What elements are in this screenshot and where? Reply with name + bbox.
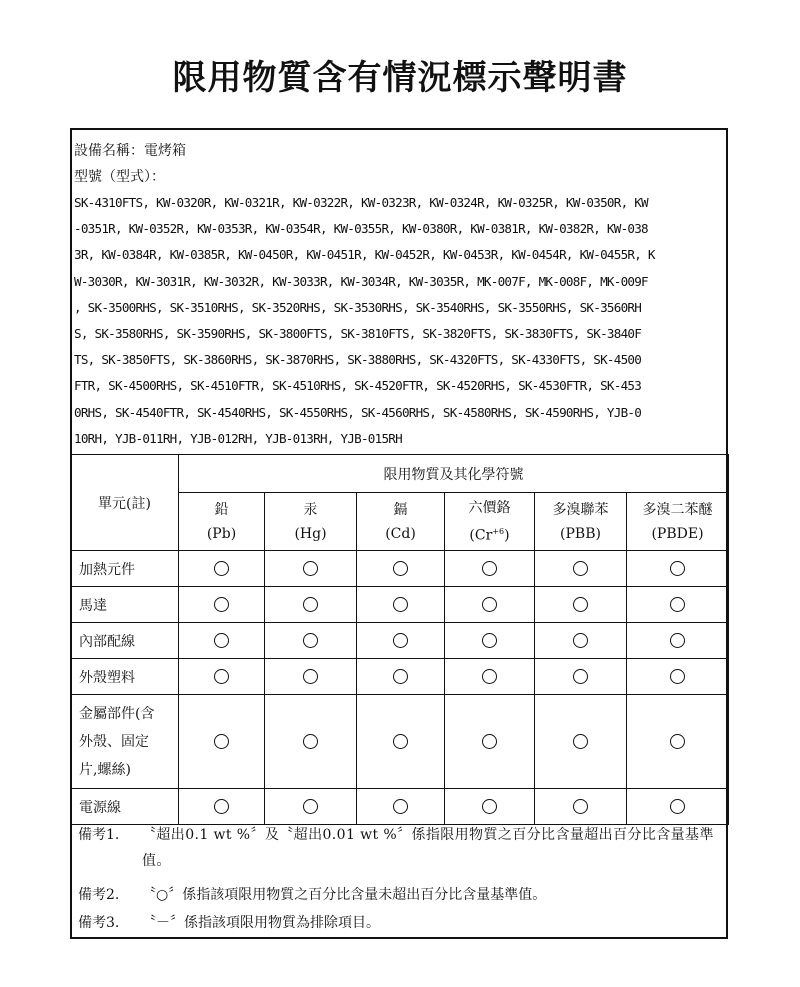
circle-mark-icon [573,561,588,576]
value-cell [445,695,535,789]
value-cell [535,587,627,623]
model-line: 3R, KW-0384R, KW-0385R, KW-0450R, KW-0451R, KW-0452R, KW-0453R, KW-0454R, KW-0455R, K [74,247,655,263]
model-label: 型號（型式）： [74,169,165,185]
substance-header-pbde: 多溴二苯醚 (PBDE) [627,493,729,551]
circle-mark-icon [573,633,588,648]
unit-name: 馬達 [71,587,179,623]
circle-mark-icon [670,799,685,814]
table-row [71,789,729,825]
value-cell [179,551,265,587]
note-label: 備考3. [78,915,120,931]
circle-mark-icon [303,734,318,749]
value-cell [627,659,729,695]
note-2 [78,882,723,908]
note-text: 〝－〞係指該項限用物質為排除項目。 [142,915,380,931]
value-cell [627,587,729,623]
value-cell [535,659,627,695]
unit-header: 單元(註) [71,455,179,551]
value-cell [357,551,445,587]
value-cell [357,623,445,659]
unit-name: 外殼塑料 [71,659,179,695]
value-cell [179,587,265,623]
note-text: 〝超出0.1 wt %〞及〝超出0.01 wt %〞係指限用物質之百分比含量超出百分比含量基準值。 [142,827,714,869]
circle-mark-icon [670,734,685,749]
model-line: SK-4310FTS, KW-0320R, KW-0321R, KW-0322R, KW-0323R, KW-0324R, KW-0325R, KW-0350R, KW [74,195,648,210]
value-cell [265,623,357,659]
model-line: S, SK-3580RHS, SK-3590RHS, SK-3800FTS, SK-3810FTS, SK-3820FTS, SK-3830FTS, SK-3840F [74,325,642,341]
table-row [71,551,729,587]
substance-header-hg: 汞 (Hg) [265,493,357,551]
note-3 [78,910,723,936]
circle-mark-icon [214,633,229,648]
model-list [74,190,724,452]
substance-header-cd: 鎘 (Cd) [357,493,445,551]
value-cell [357,587,445,623]
circle-mark-icon [482,799,497,814]
table-row [71,659,729,695]
value-cell [265,789,357,825]
table-row [71,623,729,659]
circle-mark-icon [393,734,408,749]
value-cell [265,695,357,789]
circle-mark-icon [393,633,408,648]
value-cell [627,695,729,789]
note-label: 備考1. [78,827,120,843]
model-line: FTR, SK-4500RHS, SK-4510FTR, SK-4510RHS, SK-4520FTR, SK-4520RHS, SK-4530FTR, SK-453 [74,378,642,394]
value-cell [179,695,265,789]
table-row [71,587,729,623]
value-cell [357,659,445,695]
model-line: TS, SK-3850FTS, SK-3860RHS, SK-3870RHS, SK-3880RHS, SK-4320FTS, SK-4330FTS, SK-4500 [74,352,642,368]
model-line: 0RHS, SK-4540FTR, SK-4540RHS, SK-4550RHS, SK-4560RHS, SK-4580RHS, SK-4590RHS, YJB-0 [74,404,642,420]
table-row [71,695,729,789]
value-cell [535,551,627,587]
model-line: , SK-3500RHS, SK-3510RHS, SK-3520RHS, SK-3530RHS, SK-3540RHS, SK-3550RHS, SK-3560RH [74,299,642,315]
value-cell [265,587,357,623]
substance-group-header: 限用物質及其化學符號 [179,455,729,493]
value-cell [179,659,265,695]
unit-name: 電源線 [71,789,179,825]
circle-mark-icon [573,669,588,684]
circle-mark-icon [393,561,408,576]
device-info [74,138,724,452]
circle-mark-icon [303,561,318,576]
value-cell [445,659,535,695]
circle-mark-icon [482,597,497,612]
model-line: 10RH, YJB-011RH, YJB-012RH, YJB-013RH, YJB-015RH [74,430,402,446]
value-cell [357,695,445,789]
circle-mark-icon [303,799,318,814]
circle-mark-icon [670,669,685,684]
value-cell [265,659,357,695]
circle-mark-icon [214,734,229,749]
value-cell [445,789,535,825]
circle-mark-icon [573,597,588,612]
circle-mark-icon [573,799,588,814]
circle-mark-icon [670,597,685,612]
circle-mark-icon [303,597,318,612]
value-cell [265,551,357,587]
note-label: 備考2. [78,887,120,903]
value-cell [179,789,265,825]
model-line: W-3030R, KW-3031R, KW-3032R, KW-3033R, KW-3034R, KW-3035R, MK-007F, MK-008F, MK-009F [74,273,648,289]
circle-mark-icon [482,561,497,576]
circle-mark-icon [573,734,588,749]
unit-name: 金屬部件(含 外殼、固定 片,螺絲) [71,695,179,789]
circle-mark-icon [214,669,229,684]
value-cell [179,623,265,659]
value-cell [627,789,729,825]
substance-header-cr6: 六價鉻 $(Cr^{+6})$ [445,493,535,551]
circle-mark-icon [303,669,318,684]
value-cell [627,551,729,587]
circle-mark-icon [482,669,497,684]
value-cell [535,789,627,825]
page-title: 限用物質含有情況標示聲明書 [172,58,628,98]
note-text: 〝○〞係指該項限用物質之百分比含量未超出百分比含量基準值。 [142,887,547,903]
circle-mark-icon [482,734,497,749]
circle-mark-icon [214,799,229,814]
circle-mark-icon [393,669,408,684]
circle-mark-icon [670,561,685,576]
unit-name: 加熱元件 [71,551,179,587]
value-cell [357,789,445,825]
substance-table [70,454,729,825]
value-cell [445,587,535,623]
value-cell [535,695,627,789]
substance-header-pbb: 多溴聯苯 (PBB) [535,493,627,551]
circle-mark-icon [393,799,408,814]
model-line: -0351R, KW-0352R, KW-0353R, KW-0354R, KW-0355R, KW-0380R, KW-0381R, KW-0382R, KW-038 [74,221,648,237]
value-cell [627,623,729,659]
value-cell [535,623,627,659]
declaration-frame [70,128,728,939]
circle-mark-icon [670,633,685,648]
circle-mark-icon [214,561,229,576]
circle-mark-icon [214,597,229,612]
note-1 [78,822,723,880]
circle-mark-icon [482,633,497,648]
circle-mark-icon [393,597,408,612]
value-cell [445,551,535,587]
value-cell [445,623,535,659]
unit-name: 內部配線 [71,623,179,659]
substance-header-pb: 鉛 (Pb) [179,493,265,551]
circle-mark-icon [303,633,318,648]
device-name: 設備名稱：電烤箱 [74,143,186,159]
notes-section [78,822,723,936]
